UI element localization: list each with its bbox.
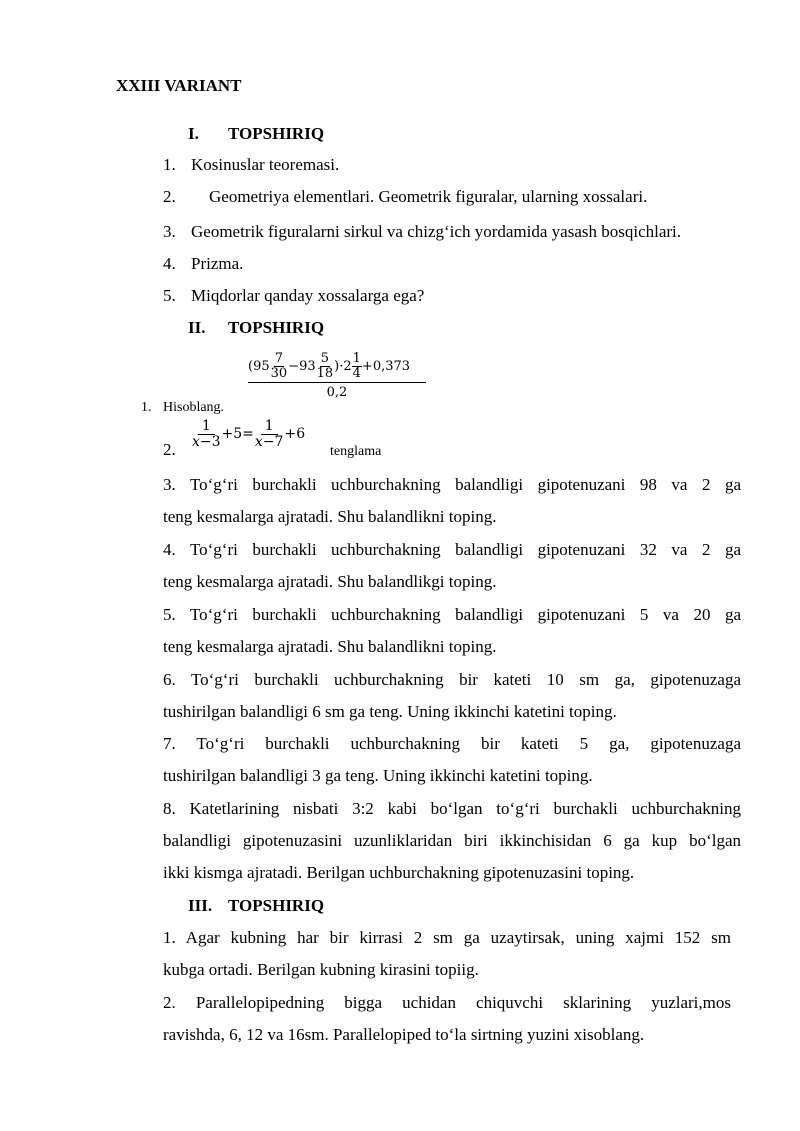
s2-item-4-line-1: 4. To‘g‘ri burchakli uchburchakning balandligi gipotenuzani 32 va 2 ga (163, 540, 741, 559)
s3-item-1-line-2: kubga ortadi. Berilgan kubning kirasini topiig. (163, 960, 479, 979)
frac-den (254, 435, 285, 450)
s2-item-7-line-1: 7. To‘g‘ri burchakli uchburchakning bir kateti 5 ga, gipotenuzaga (163, 734, 741, 753)
fraction-7-30 (270, 352, 289, 380)
section-3-numeral: III. (188, 896, 213, 915)
variant-title: XXIII VARIANT (116, 76, 242, 95)
eq-left-plus: +5= (221, 426, 254, 443)
expression-denominator: 0,2 (326, 385, 348, 401)
frac-num: 1 (198, 419, 215, 435)
s2-item-6-line-2: tushirilgan balandligi 6 sm ga teng. Uning ikkinchi katetini toping. (163, 702, 617, 721)
den-rest: −7 (262, 433, 284, 450)
s2-task-1-label: Hisoblang. (163, 400, 225, 415)
section-2-numeral: II. (188, 318, 206, 337)
s2-item-3-line-1: 3. To‘g‘ri burchakli uchburchakning balandligi gipotenuzani 98 va 2 ga (163, 475, 741, 494)
s1-item-3-text: Geometrik figuralarni sirkul va chizg‘ich yordamida yasash bosqichlari. (191, 222, 682, 241)
s2-item-5-line-2: teng kesmalarga ajratadi. Shu balandlikni toping. (163, 637, 497, 656)
expr-mid: )·2 (334, 358, 352, 374)
s3-item-1-line-1: 1. Agar kubning har bir kirrasi 2 sm ga uzaytirsak, uning xajmi 152 sm (163, 928, 731, 947)
s2-item-8-line-3: ikki kismga ajratadi. Berilgan uchburchakning gipotenuzasini toping. (163, 863, 635, 882)
variable-x: x (192, 433, 200, 450)
section-3-title: TOPSHIRIQ (228, 896, 325, 915)
task-2-equation (191, 419, 305, 449)
s2-task-2-num: 2. (163, 440, 176, 459)
s2-item-5-line-1: 5. To‘g‘ri burchakli uchburchakning balandligi gipotenuzani 5 va 20 ga (163, 605, 741, 624)
fraction-1-over-x-minus-3 (191, 419, 222, 449)
s2-item-4-line-2: teng kesmalarga ajratadi. Shu balandlikgi toping. (163, 572, 497, 591)
s1-item-3-num: 3. (163, 222, 176, 241)
s2-item-8-line-1: 8. Katetlarining nisbati 3:2 kabi bo‘lgan to‘g‘ri burchakli uchburchakning (163, 799, 741, 818)
eq-right-plus: +6 (284, 426, 306, 443)
s2-item-8-line-2: balandligi gipotenuzasini uzunliklaridan biri ikkinchisidan 6 ga kup bo‘lgan (163, 831, 741, 850)
s2-task-2-suffix: tenglama (330, 444, 382, 459)
expression-numerator (248, 352, 426, 383)
s1-item-1-text: Kosinuslar teoremasi. (191, 155, 340, 174)
frac-den: 4 (352, 365, 361, 381)
s1-item-1-num: 1. (163, 155, 176, 174)
s3-item-2-line-2: ravishda, 6, 12 va 16sm. Parallelopiped to‘la sirtning yuzini xisoblang. (163, 1025, 645, 1044)
den-rest: −3 (199, 433, 221, 450)
s1-item-4-num: 4. (163, 254, 176, 273)
section-1-title: TOPSHIRIQ (228, 124, 325, 143)
frac-den (191, 435, 222, 450)
s1-item-2-num: 2. (163, 187, 176, 206)
frac-num: 1 (352, 351, 361, 366)
fraction-1-4 (352, 352, 362, 380)
expr-minus: −93 (288, 358, 316, 374)
section-1-numeral: I. (188, 124, 199, 143)
s2-item-3-line-2: teng kesmalarga ajratadi. Shu balandlikni toping. (163, 507, 497, 526)
fraction-1-over-x-minus-7 (254, 419, 285, 449)
expr-open: (95 (248, 358, 270, 374)
s3-item-2-line-1: 2. Parallelopipedning bigga uchidan chiquvchi sklarining yuzlari,mos (163, 993, 731, 1012)
frac-num: 7 (274, 351, 284, 366)
frac-den: 18 (316, 365, 334, 381)
frac-num: 1 (261, 419, 278, 435)
s2-task-1-num: 1. (141, 400, 152, 415)
s1-item-5-text: Miqdorlar qanday xossalarga ega? (191, 286, 425, 305)
fraction-5-18 (316, 352, 335, 380)
hisoblang-expression (248, 352, 426, 400)
expr-tail: +0,373 (361, 358, 411, 374)
s1-item-2-text: Geometriya elementlari. Geometrik figuralar, ularning xossalari. (209, 187, 648, 206)
frac-num: 5 (320, 351, 330, 366)
variable-x: x (254, 433, 263, 450)
frac-den: 30 (270, 365, 288, 381)
s1-item-5-num: 5. (163, 286, 176, 305)
s2-item-7-line-2: tushirilgan balandligi 3 ga teng. Uning ikkinchi katetini toping. (163, 766, 593, 785)
s1-item-4-text: Prizma. (191, 254, 244, 273)
section-2-title: TOPSHIRIQ (228, 318, 325, 337)
s2-item-6-line-1: 6. To‘g‘ri burchakli uchburchakning bir kateti 10 sm ga, gipotenuzaga (163, 670, 741, 689)
